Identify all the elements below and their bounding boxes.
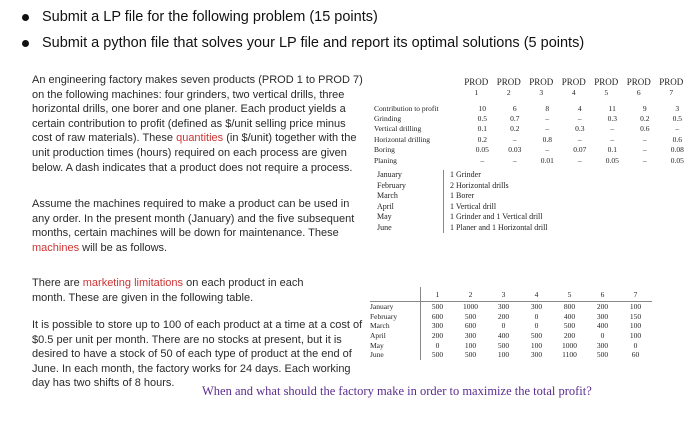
table-cell: 500 (431, 302, 444, 312)
table-cell: 300 (464, 331, 477, 341)
row-label: Horizontal drilling (374, 134, 431, 144)
market-table-header (370, 287, 652, 302)
table-cell: 0 (534, 311, 539, 321)
table-cell: 1100 (562, 350, 577, 360)
table-cell: 200 (596, 302, 609, 312)
table-cell: – (512, 134, 517, 144)
table-cell: – (642, 155, 647, 165)
table-cell: 1000 (463, 302, 478, 312)
row-month: January (370, 302, 421, 312)
table-cell: 400 (563, 311, 576, 321)
maintenance-month: April (377, 201, 394, 211)
bullet-list (22, 4, 692, 56)
header-product-number: 7 (619, 287, 652, 302)
product-table-row (374, 103, 694, 113)
table-cell: – (480, 155, 485, 165)
table-cell: 0.1 (477, 124, 487, 134)
table-cell: 500 (431, 350, 444, 360)
maintenance-machines: 1 Grinder and 1 Vertical drill (450, 212, 543, 221)
table-cell: 200 (497, 311, 510, 321)
table-cell: 0.05 (605, 155, 619, 165)
table-cell: 0 (501, 321, 506, 331)
header-prod: PROD (464, 77, 489, 87)
maintenance-month: June (377, 222, 392, 232)
table-cell: 0.3 (575, 124, 585, 134)
table-cell: 300 (596, 340, 609, 350)
table-cell: 0 (435, 340, 440, 350)
row-label: Grinding (374, 114, 402, 124)
maintenance-machines: 1 Borer (450, 191, 475, 200)
product-table-row (374, 113, 694, 123)
maintenance-machines: 1 Planer and 1 Horizontal drill (450, 222, 548, 232)
table-cell: 200 (431, 331, 444, 341)
product-table-row (374, 145, 694, 155)
row-month: May (370, 340, 421, 350)
table-cell: 150 (629, 311, 642, 321)
row-month: April (370, 331, 421, 341)
table-cell: 300 (530, 302, 543, 312)
table-cell: 100 (629, 331, 642, 341)
table-cell: 0.6 (640, 124, 650, 134)
product-table-row (374, 155, 694, 165)
table-cell: 600 (431, 311, 444, 321)
header-product-number: 3 (487, 287, 520, 302)
market-table-row (370, 331, 652, 341)
maintenance-month: May (377, 212, 392, 221)
row-label: Planing (374, 155, 397, 165)
storage-paragraph: It is possible to store up to 100 of each product at a time at a cost of $0.5 per unit per month. There are no stocks at present, but it is desired to have a stock of 50 of each type of product at the end of June. In each month, the factory works for 24 days. Each working day has two shifts of 8 hours. (32, 319, 363, 390)
table-cell: 0.3 (607, 114, 617, 124)
table-cell: 400 (497, 331, 510, 341)
table-cell: 0.2 (640, 114, 650, 124)
table-cell: 300 (530, 350, 543, 360)
table-cell: – (577, 114, 582, 124)
row-label: Vertical drilling (374, 124, 422, 134)
table-cell: 0.05 (670, 155, 684, 165)
bullet-text: Submit a LP file for the following problem (15 points) (42, 9, 378, 25)
header-product-number: 2 (454, 287, 487, 302)
header-num: 7 (669, 88, 674, 97)
header-prod: PROD (626, 77, 651, 87)
header-num: 6 (636, 88, 641, 97)
table-cell: 0.03 (508, 145, 522, 155)
table-cell: – (675, 124, 680, 134)
table-cell: 100 (530, 340, 543, 350)
maintenance-machines: 1 Vertical drill (450, 201, 497, 211)
market-table (370, 287, 652, 360)
header-num: 2 (506, 88, 511, 97)
table-cell: 500 (530, 331, 543, 341)
table-cell: 600 (464, 321, 477, 331)
header-prod: PROD (529, 77, 554, 87)
header-num: 3 (539, 88, 544, 97)
table-cell: 0.6 (672, 134, 682, 144)
market-table-row (370, 340, 652, 350)
table-cell: 8 (545, 103, 550, 113)
table-cell: 500 (497, 340, 510, 350)
header-prod: PROD (659, 77, 684, 87)
table-cell: 300 (497, 302, 510, 312)
header-prod: PROD (561, 77, 586, 87)
table-cell: 300 (431, 321, 444, 331)
table-cell: 100 (629, 302, 642, 312)
table-cell: 0.01 (540, 155, 554, 165)
table-cell: 11 (608, 103, 616, 113)
table-cell: 100 (497, 350, 510, 360)
table-cell: 0 (534, 321, 539, 331)
market-table-row (370, 302, 652, 312)
maintenance-schedule (377, 170, 548, 233)
row-month: February (370, 312, 421, 322)
header-product-number: 5 (553, 287, 586, 302)
maintenance-month: January (377, 170, 402, 179)
table-cell: 0.2 (477, 134, 487, 144)
header-prod: PROD (594, 77, 619, 87)
table-cell: – (545, 114, 550, 124)
table-cell: 0.2 (510, 124, 520, 134)
machines-highlight: machines (32, 241, 80, 254)
table-cell: – (642, 134, 647, 144)
table-cell: – (545, 124, 550, 134)
table-cell: 800 (563, 302, 576, 312)
table-cell: 3 (675, 103, 680, 113)
market-table-row (370, 350, 652, 360)
table-cell: 0 (633, 340, 638, 350)
table-cell: 6 (512, 103, 517, 113)
intro-paragraph: An engineering factory makes seven products (PROD 1 to PROD 7) on the following machines: four grinders, two vertical drills, three horizontal drills, one borer and one planer. Each product yields a certain contribution to profit (defined as $/unit selling price minus cost of raw materials). These quantities (in $/unit) together with the unit production times (hours) required on each process are given below. A dash indicates that a product does not require a process. (32, 74, 363, 174)
header-num: 5 (604, 88, 609, 97)
header-product-number: 4 (520, 287, 553, 302)
row-label: Contribution to profit (374, 103, 439, 113)
row-month: March (370, 321, 421, 331)
table-cell: 0.1 (607, 145, 617, 155)
table-cell: 9 (642, 103, 647, 113)
marketing-paragraph: There are marketing limitations on each product in each month. These are given in the following table. (32, 277, 304, 304)
market-table-row (370, 321, 652, 331)
row-month: June (370, 350, 421, 360)
table-cell: 100 (629, 321, 642, 331)
maintenance-paragraph: Assume the machines required to make a product can be used in any order. In the present month (January) and the five subsequent months, certain machines will be down for maintenance. These machines will be as follows. (32, 198, 355, 254)
table-cell: 300 (596, 311, 609, 321)
table-cell: 500 (464, 311, 477, 321)
table-cell: 0 (600, 331, 605, 341)
table-cell: 1000 (562, 340, 577, 350)
product-table (374, 103, 694, 165)
maintenance-month: March (377, 191, 398, 200)
product-table-header (460, 77, 690, 97)
table-cell: 60 (631, 350, 640, 360)
table-cell: – (577, 134, 582, 144)
maintenance-months (377, 170, 444, 233)
question-text: When and what should the factory make in order to maximize the total profit? (202, 384, 592, 398)
table-cell: 0.5 (477, 114, 487, 124)
table-cell: 500 (464, 350, 477, 360)
table-cell: 100 (464, 340, 477, 350)
row-label: Boring (374, 145, 395, 155)
table-cell: 0.05 (475, 145, 489, 155)
bullet-item (22, 30, 692, 56)
header-product-number: 1 (421, 287, 455, 302)
bullet-text: Submit a python file that solves your LP file and report its optimal solutions (5 points) (42, 35, 585, 51)
header-prod: PROD (496, 77, 521, 87)
table-cell: 0.5 (672, 114, 682, 124)
header-num: 4 (571, 88, 576, 97)
table-cell: 0.7 (510, 114, 520, 124)
bullet-item (22, 4, 692, 30)
table-cell: – (610, 134, 615, 144)
market-table-row (370, 312, 652, 322)
table-cell: 0.07 (573, 145, 587, 155)
header-blank (370, 287, 421, 302)
table-cell: 4 (577, 103, 582, 113)
header-product-number: 6 (586, 287, 619, 302)
table-cell: – (642, 145, 647, 155)
table-cell: – (577, 155, 582, 165)
table-cell: – (545, 145, 550, 155)
quantities-highlight: quantities (176, 132, 224, 145)
table-cell: 0.8 (542, 134, 552, 144)
table-cell: 200 (563, 331, 576, 341)
table-cell: 500 (563, 321, 576, 331)
maintenance-month: February (377, 180, 406, 190)
marketing-highlight: marketing limitations (82, 277, 184, 289)
table-cell: – (610, 124, 615, 134)
header-num: 1 (474, 88, 479, 97)
maintenance-machines: 1 Grinder (450, 170, 481, 179)
product-table-row (374, 124, 694, 134)
table-cell: 0.08 (670, 145, 684, 155)
table-cell: – (512, 155, 517, 165)
bullet-dot-icon (22, 40, 29, 47)
table-cell: 400 (596, 321, 609, 331)
table-cell: 500 (596, 350, 609, 360)
maintenance-machines: 2 Horizontal drills (450, 180, 509, 190)
table-cell: 10 (478, 103, 486, 113)
bullet-dot-icon (22, 14, 29, 21)
maintenance-events (444, 170, 548, 233)
product-table-row (374, 134, 694, 144)
